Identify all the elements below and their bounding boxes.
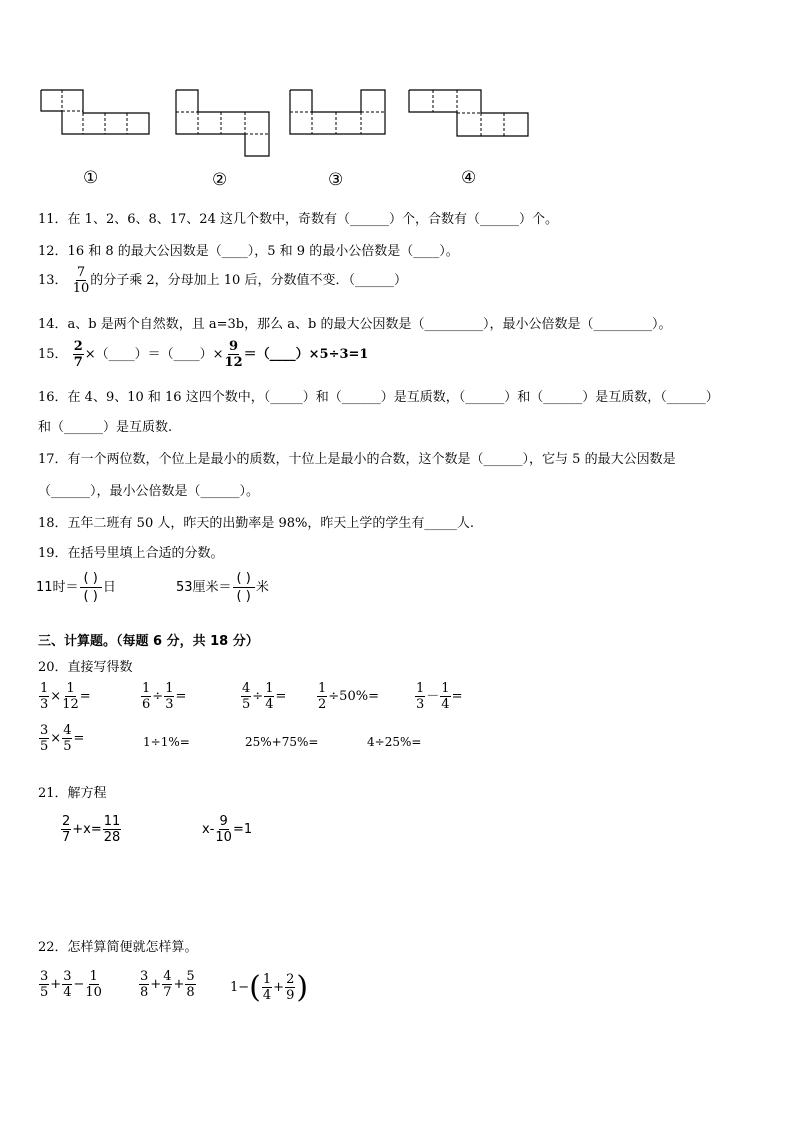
- question-21: [38, 782, 107, 801]
- question-number: 14．: [38, 317, 68, 332]
- question-14: [38, 313, 671, 332]
- cube-net-1: [38, 88, 153, 138]
- question-15: [38, 340, 368, 369]
- question-number: 18．: [38, 516, 68, 531]
- question-13: [38, 266, 407, 295]
- simplify-expression: $\frac{3}{5}$ + $\frac{3}{4}$ − $\frac{1}{10}$: [40, 969, 102, 1000]
- expression-part: ×（____）＝（____）×: [84, 347, 224, 362]
- question-16-line-2: 和（______）是互质数.: [38, 420, 173, 435]
- q19-answer-b: 53厘米＝ $\frac{( )}{( )}$ 米: [176, 571, 269, 604]
- question-number: 13．: [38, 273, 68, 288]
- calc-item: $\frac{4}{5}$ ÷ $\frac{1}{4}$ =: [242, 681, 287, 712]
- expression-part: ＝（____）×5÷3=1: [243, 347, 369, 362]
- calc-item: $\frac{1}{3}$ － $\frac{1}{4}$ =: [416, 681, 463, 712]
- simplify-expression: 1−( $\frac{1}{4}$ + $\frac{2}{9}$ ): [230, 970, 309, 1005]
- left-paren: (: [249, 970, 261, 1005]
- fraction: $\frac{2}{7}$: [73, 339, 83, 370]
- equation: x- $\frac{9}{10}$ =1: [202, 814, 253, 845]
- question-16: [38, 386, 719, 405]
- simplify-expression: $\frac{3}{8}$ + $\frac{4}{7}$ + $\frac{5}{8}$: [140, 969, 195, 1000]
- cube-net-3: [287, 88, 389, 138]
- net-label-1: ①: [83, 168, 99, 188]
- section-heading: 三、计算题。（每题 6 分，共 18 分）: [38, 634, 259, 649]
- calc-item: $\frac{3}{5}$ × $\frac{4}{5}$ =: [40, 723, 85, 754]
- cube-net-2: [173, 88, 273, 160]
- blank-fraction: $\frac{( )}{( )}$: [80, 572, 102, 603]
- question-text: 五年二班有 50 人，昨天的出勤率是 98%，昨天上学的学生有_____人.: [67, 516, 475, 531]
- question-text: 16 和 8 的最大公因数是（____），5 和 9 的最小公倍数是（____）。: [67, 244, 459, 259]
- question-11: [38, 208, 558, 227]
- question-number: 16．: [38, 390, 68, 405]
- question-number: 15．: [38, 347, 68, 362]
- question-number: 11．: [38, 212, 68, 227]
- question-number: 22．: [38, 940, 68, 955]
- question-18: [38, 512, 474, 531]
- question-19: [38, 542, 224, 561]
- question-number: 21．: [38, 786, 68, 801]
- question-text: 怎样算简便就怎样算。: [67, 940, 198, 955]
- net-label-4: ④: [461, 168, 477, 188]
- calc-item: $\frac{1}{3}$ × $\frac{1}{12}$ =: [40, 681, 91, 712]
- question-text: 解方程: [67, 786, 107, 801]
- fraction: $\frac{9}{12}$: [224, 339, 243, 370]
- question-17: [38, 448, 676, 467]
- net-label-3: ③: [328, 170, 344, 190]
- net-label-2: ②: [212, 170, 228, 190]
- question-text: 直接写得数: [67, 660, 133, 675]
- question-number: 12．: [38, 244, 68, 259]
- question-text: 在 4、9、10 和 16 这四个数中，（_____）和（______）是互质数，（______）和（______）是互质数，（______）: [67, 390, 719, 405]
- question-text: 有一个两位数，个位上是最小的质数，十位上是最小的合数，这个数是（______），它与 5 的最大公因数是: [67, 452, 676, 467]
- question-17-line-2: （______），最小公倍数是（______）。: [38, 484, 260, 499]
- question-20: [38, 656, 133, 675]
- right-paren: ): [296, 970, 309, 1005]
- question-number: 20．: [38, 660, 68, 675]
- question-text: 在 1、2、6、8、17、24 这几个数中，奇数有（______）个，合数有（______）个。: [67, 212, 558, 227]
- question-text: a、b 是两个自然数，且 a=3b，那么 a、b 的最大公因数是（_________），最小公倍数是（_________）。: [67, 317, 672, 332]
- calc-item: $\frac{1}{6}$ ÷ $\frac{1}{3}$ =: [142, 681, 187, 712]
- equation: $\frac{2}{7}$ +x= $\frac{11}{28}$: [62, 814, 121, 845]
- question-number: 19．: [38, 546, 68, 561]
- question-12: [38, 240, 459, 259]
- blank-fraction: $\frac{( )}{( )}$: [233, 572, 255, 603]
- q19-answer-a: 11时＝ $\frac{( )}{( )}$ 日: [36, 571, 116, 604]
- question-text: 在括号里填上合适的分数。: [67, 546, 224, 561]
- calc-item: 4÷25%=: [367, 735, 422, 749]
- question-22: [38, 936, 198, 955]
- calc-item: 25%+75%=: [245, 735, 319, 749]
- question-text: 的分子乘 2，分母加上 10 后，分数值不变．（______）: [90, 273, 407, 288]
- cube-net-4: [406, 88, 532, 140]
- fraction: $\frac{7}{10}$: [72, 265, 90, 296]
- calc-item: 1÷1%=: [143, 735, 190, 749]
- question-number: 17．: [38, 452, 68, 467]
- calc-item: $\frac{1}{2}$ ÷50%=: [318, 681, 379, 712]
